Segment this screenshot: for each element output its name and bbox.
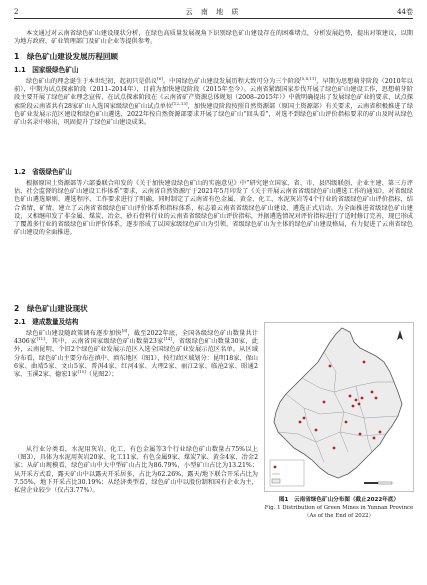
mine-marker xyxy=(379,431,382,434)
scale-bar-segment xyxy=(378,482,392,484)
text-run: 绿色矿山的理念诞生于本世纪初，起初只是倡议 xyxy=(26,78,158,85)
subsection-1-1-heading: 1.1 国家级绿色矿山 xyxy=(14,66,79,74)
mine-marker xyxy=(359,433,362,436)
scale-bar xyxy=(364,482,392,484)
journal-title: 云 南 地 质 xyxy=(185,8,242,16)
text-run: ，早期为思想萌芽阶段（2010年以前），中期为试点探索阶段（2011–2014年），目前为加快建设阶段（2015年至今）。云南省紧跟国家步伐开展了绿色矿山建设工作，思想萌芽阶段主要开展了绿色矿业理念宣传，在试点探索阶段在《云南省矿产资源总体规划（2008–2015年）》中就明确提出了发展绿色矿业的要求，试点探索阶段云南省共有28家矿山入选国家级绿色矿山试点单位 xyxy=(14,78,413,110)
subsection-2-1-paragraph-1 xyxy=(14,327,259,379)
mine-marker xyxy=(333,447,336,450)
mine-marker xyxy=(315,429,318,432)
text-run: ，加快建设阶段按照自然资源部（原国土资源部）有关要求，云南省积极推进了绿色矿业发展示范区建设和绿色矿山遴选，2022年按自然资源部要求开展了绿色矿山“回头看”，对选不到绿色矿山评价指标要求的矿山及时从绿色矿山名录中移出，巩固提升了绿色矿山建设成果。 xyxy=(14,102,414,127)
text-run: ，截至2022年底，全国各级绿色矿山数量共计4306家 xyxy=(14,330,259,346)
citation: [11] xyxy=(36,336,45,342)
legend-mine-icon xyxy=(274,466,277,469)
subsection-2-1-paragraph-2: 从行业分类看，水泥用灰岩、化工、有色金属等3个行业绿色矿山数量占75%以上（图3），具体为水泥用灰岩20家、化工11家、有色金属9家、煤炭7家、黄金4家、冶金2家；从矿山规模看，绿色矿山中大中型矿山占比为86.79%，小型矿山占比为13.21%；从开采方式看，露天矿山中以露天开采居多，占比为62.26%，露天/地下联合开采占比为7.55%，地下开采占比30.19%；从经济类型看，绿色矿山中以股份制和国有企业为主，私营企业较少（仅占3.77%）。 xyxy=(14,446,258,495)
section-1-heading: 1 绿色矿山建设发展历程回顾 xyxy=(14,52,119,61)
intro-paragraph: 本文通过对云南省绿色矿山建设现状分析，在绿色高质量发展视角下识别绿色矿山建设存在的困难堵点，分析发展趋势，提出对策建议，以期为地方政府、矿业管理部门及矿山企业等提供参考。 xyxy=(14,30,413,46)
mine-marker xyxy=(375,397,378,400)
section-2-heading: 2 绿色矿山建设现状 xyxy=(14,304,88,313)
mine-marker xyxy=(373,437,376,440)
mine-marker xyxy=(345,421,348,424)
mine-marker xyxy=(349,395,352,398)
subsection-2-1-heading: 2.1 建成数量及结构 xyxy=(14,318,79,326)
subsection-1-2-heading: 1.2 省级绿色矿山 xyxy=(14,168,72,176)
text-run: ，省级绿色矿山数量30家，此外，云南昆明、个旧2个绿色矿业发展示范区入选全国绿色矿业发展示范区名单。从区域分布看，绿色矿山主要分布在滇中、滇东地区（图1），按行政区域划分：昆明18家、保山6家、曲靖5家、文山5家、普洱4家、红河4家、大理2家、丽江2家、临沧2家、昭通2家、玉溪2家、德宏1家 xyxy=(14,338,259,379)
citation: [5,8,11] xyxy=(300,75,317,81)
yunnan-map-graphic xyxy=(264,322,414,492)
text-run: 绿色矿山建设随政策调布逐步加快 xyxy=(26,330,122,337)
subsection-1-1-text xyxy=(14,75,414,127)
mine-marker xyxy=(303,417,306,420)
citation: [6] xyxy=(157,75,163,81)
mine-marker xyxy=(299,421,302,424)
mine-marker xyxy=(361,397,364,400)
citation: [15] xyxy=(77,368,86,374)
mine-marker xyxy=(329,365,332,368)
subsection-1-2-text: 根据原国土资源部等六部委联合印发的《关于加快建设绿色矿山的实施意见》中“研究建立国家、省、市、县四级联创、企业主建、第三方评估、社会监督的绿色矿山建设工作体系”要求，云南省自然资源厅于2021年5月印发了《关于开展云南省省级绿色矿山遴选工作的通知》，对省级绿色矿山遴选原则、遴选程序、工作要求进行了明确，同时制定了云南省有色金属、黄金、化工、水泥灰岩等4个行业的省级绿色矿山评价指标，结合省情、矿情，建立了云南省省级绿色矿山评价体系和指标体系，标志着云南省省级绿色矿山建设、遴选正式启动。为全面推进省级绿色矿山建设，又相继印发了非金属、煤炭、冶金、砂石骨料行业的云南省省级绿色矿山评价指标，并据遴选情况对评价指标进行了适时修订完善，现已形成了覆盖多行业的省级绿色矿山评价体系，逐步形成了以国家级绿色矿山为引领、省级绿色矿山为主体的绿色矿山建设格局，有力促进了云南省绿色矿山建设的全面推进。 xyxy=(14,180,413,237)
mine-marker xyxy=(371,391,374,394)
mine-marker xyxy=(323,401,326,404)
page-number: 2 xyxy=(14,8,19,16)
mine-marker xyxy=(363,361,366,364)
citation: [12–13] xyxy=(172,100,188,106)
scale-bar-segment xyxy=(364,482,378,484)
legend-area-icon xyxy=(272,479,280,483)
running-head xyxy=(14,6,413,19)
text-run: （见图2）； xyxy=(85,371,118,379)
text-run: ，其中，云南省国家级绿色矿山数量23家 xyxy=(44,338,164,346)
volume-label: 44卷 xyxy=(397,8,413,16)
figure-1-caption-cn: 图1 云南省绿色矿山分布图（截止2022年底） xyxy=(278,497,400,503)
mine-marker xyxy=(355,399,358,402)
text-run: 。中国绿色矿山建设发展历程大致可分为三个阶段 xyxy=(162,78,301,85)
citation: [8] xyxy=(121,327,128,333)
mine-marker xyxy=(358,403,361,406)
citation: [14] xyxy=(163,336,172,342)
figure-1-caption-en: Fig. 1 Distribution of Green Mines in Yunnan Province（As of the End of 2022） xyxy=(264,505,414,519)
mine-marker xyxy=(352,405,355,408)
map-legend-box xyxy=(270,460,304,486)
figure-1-map xyxy=(264,322,414,492)
